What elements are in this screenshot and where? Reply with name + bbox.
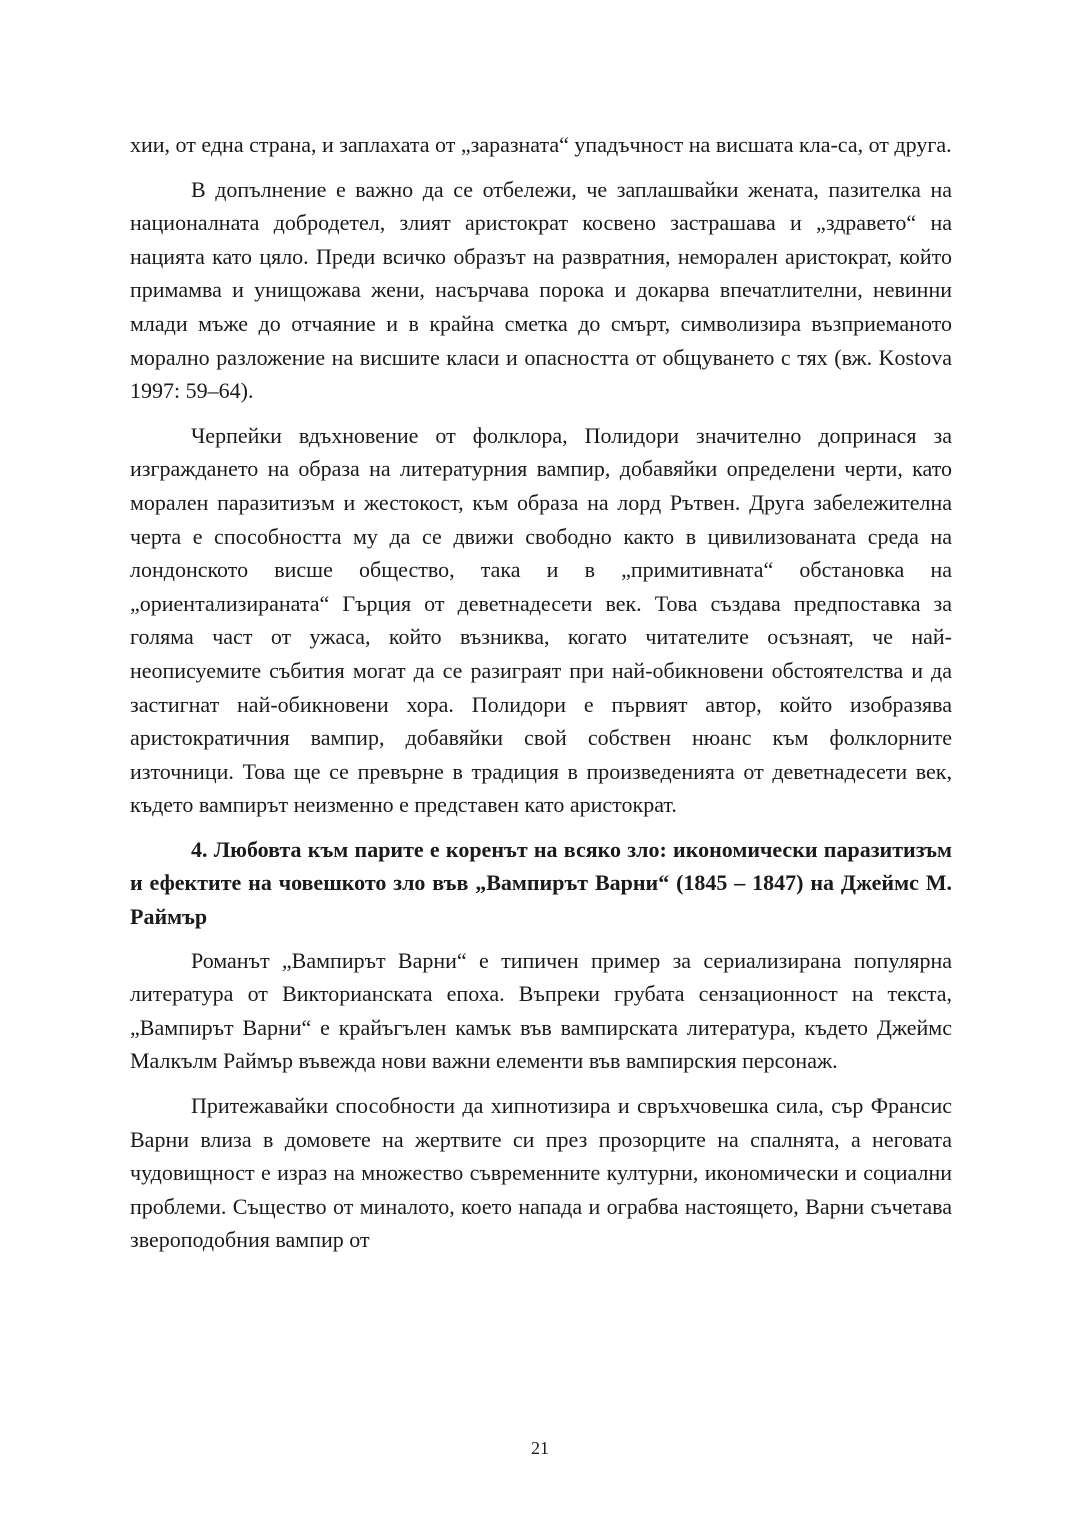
page-body [130,128,952,1268]
paragraph-polidori: Черпейки вдъхновение от фолклора, Полидори значително допринася за изграждането на образа на литературния вампир, добавяйки определени черти, като морален паразитизъм и жестокост, към образа на лорд Рътвен. Друга забележителна черта е способността му да се движи свободно както в цивилизованата среда на лондонското висше общество, така и в „примитивната“ обстановка на „ориентализираната“ Гърция от деветнадесети век. Това създава предпоставка за голяма част от ужаса, който възниква, когато читателите осъзнаят, че най-неописуемите събития могат да се разиграят при най-обикновени обстоятелства и да застигнат най-обикновени хора. Полидори е първият автор, който изобразява аристократичния вампир, добавяйки свой собствен нюанс към фолклорните източници. Това ще се превърне в традиция в произведенията от деветнадесети век, където вампирът неизменно е представен като аристократ. [130,422,952,818]
page-number: 21 [531,1438,549,1458]
paragraph-varney-novel: Романът „Вампирът Варни“ е типичен пример за сериализирана популярна литература от Викторианската епоха. Въпреки грубата сензационност на текста, „Вампирът Варни“ е крайъгълен камък във вампирската литература, където Джеймс Малкълм Раймър въвежда нови важни елементи във вампирския персонаж. [130,947,952,1074]
section-heading: 4. Любовта към парите е коренът на всяко зло: икономически паразитизъм и ефектите на човешкото зло във „Вампирът Варни“ (1845 – 1847) на Джеймс М. Раймър [130,836,952,930]
paragraph-aristocrat-threat: В допълнение е важно да се отбележи, че заплашвайки жената, пазителка на националната добродетел, злият аристократ косвено застрашава и „здравето“ на нацията като цяло. Преди всичко образът на развратния, неморален аристократ, който примамва и унищожава жени, насърчава порока и докарва впечатлителни, невинни млади мъже до отчаяние и в крайна сметка до смърт, символизира възприеманото морално разложение на висшите класи и опасността от общуването с тях (вж. Kostova 1997: 59–64). [130,176,952,404]
paragraph-varney-abilities: Притежавайки способности да хипнотизира и свръхчовешка сила, сър Франсис Варни влиза в домовете на жертвите си през прозорците на спалнята, а неговата чудовищност е израз на множество съвременните културни, икономически и социални проблеми. Същество от миналото, което напада и ограбва настоящето, Варни съчетава звероподобния вампир от [130,1093,952,1253]
paragraph-continuation: хии, от една страна, и заплахата от „заразната“ упадъчност на висшата кла-са, от друга. [130,132,952,157]
